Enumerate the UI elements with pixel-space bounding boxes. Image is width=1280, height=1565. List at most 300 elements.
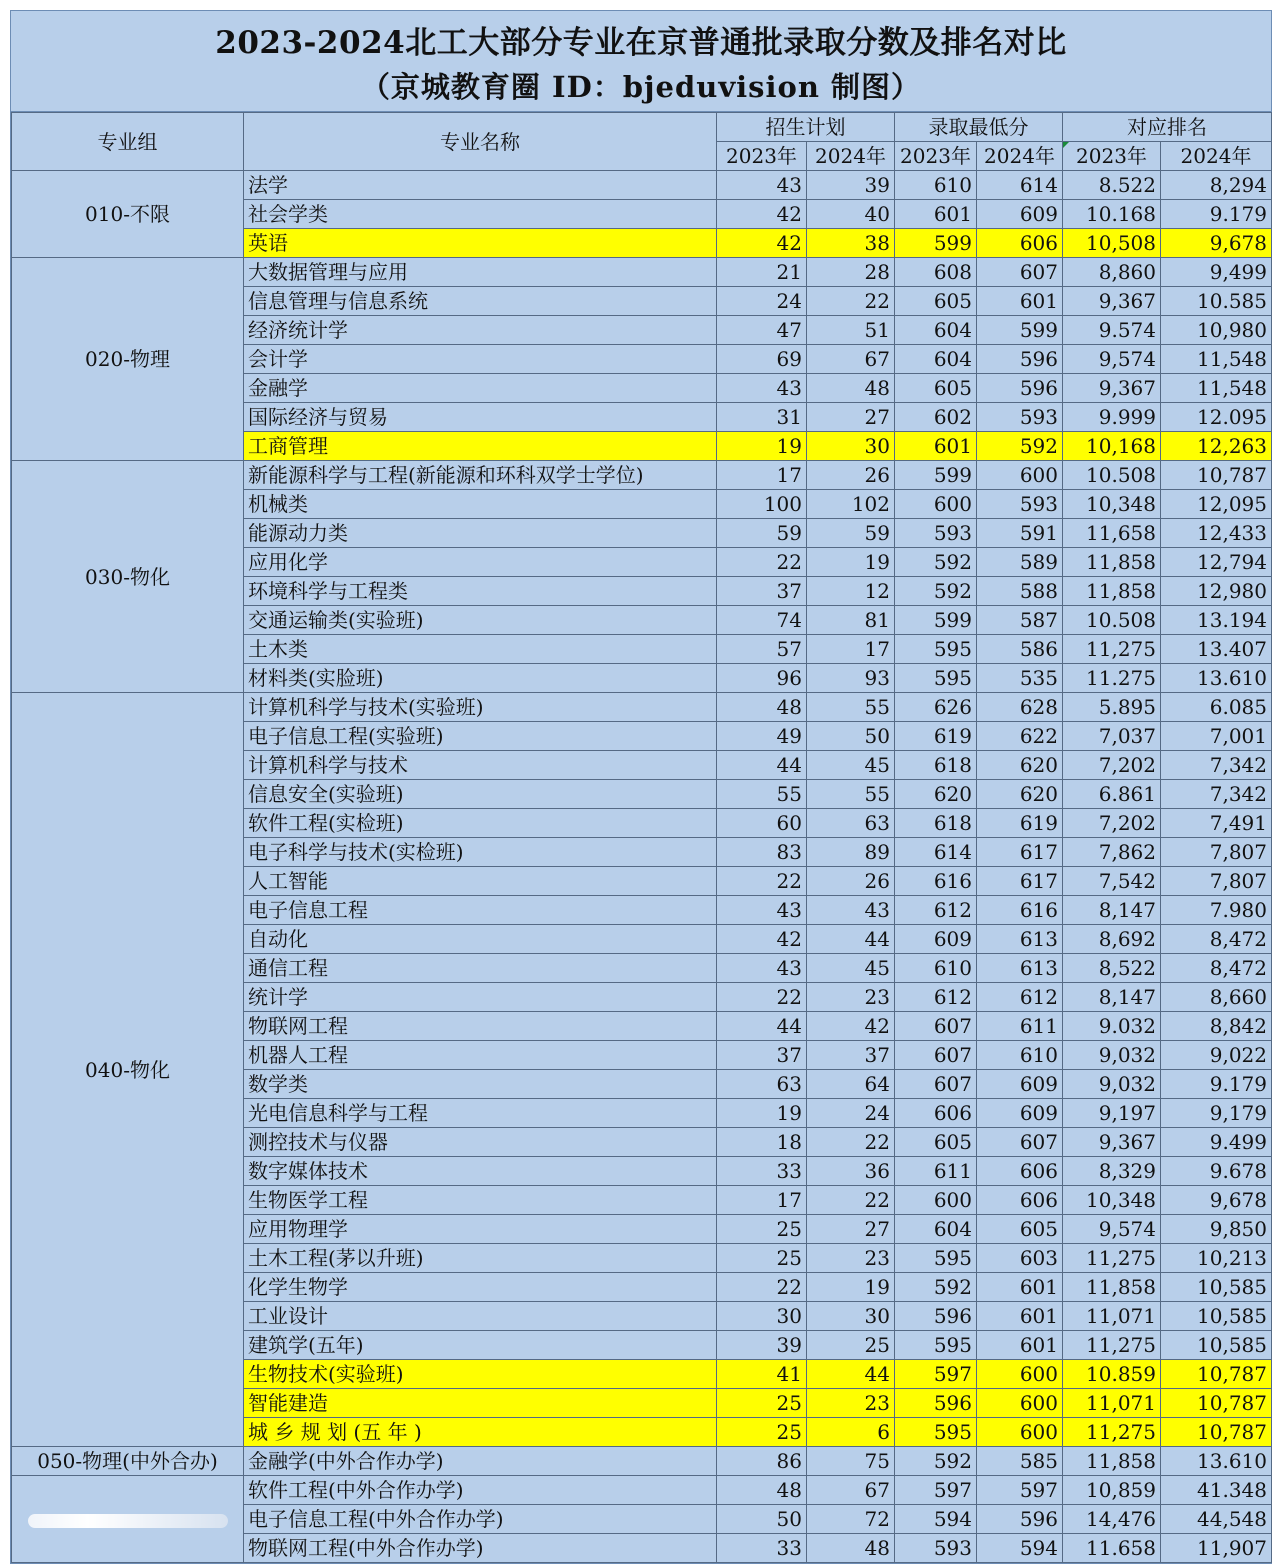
rank-2024-cell: 9.179 [1161, 200, 1272, 229]
rank-2023-cell: 11,858 [1063, 548, 1161, 577]
score-2024-cell: 601 [977, 287, 1063, 316]
header-rank-2023: 2023年 [1063, 142, 1161, 171]
rank-2024-cell: 10.585 [1161, 287, 1272, 316]
plan-2024-cell: 12 [807, 577, 895, 606]
rank-2024-cell: 9,499 [1161, 258, 1272, 287]
major-name-cell: 计算机科学与技术 [244, 751, 717, 780]
rank-2024-cell: 12,263 [1161, 432, 1272, 461]
major-name-cell: 金融学(中外合作办学) [244, 1447, 717, 1476]
rank-2024-cell: 11,548 [1161, 345, 1272, 374]
major-name-cell: 国际经济与贸易 [244, 403, 717, 432]
score-2024-cell: 620 [977, 751, 1063, 780]
rank-2023-cell: 7,542 [1063, 867, 1161, 896]
score-2023-cell: 607 [895, 1041, 977, 1070]
header-score-2023: 2023年 [895, 142, 977, 171]
plan-2023-cell: 47 [717, 316, 807, 345]
plan-2023-cell: 19 [717, 432, 807, 461]
score-2023-cell: 608 [895, 258, 977, 287]
rank-2023-cell: 11,658 [1063, 519, 1161, 548]
score-2024-cell: 617 [977, 867, 1063, 896]
major-name-cell: 社会学类 [244, 200, 717, 229]
rank-2023-cell: 11.275 [1063, 664, 1161, 693]
score-2023-cell: 596 [895, 1389, 977, 1418]
redacted-label [28, 1514, 228, 1528]
score-2024-cell: 628 [977, 693, 1063, 722]
major-name-cell: 大数据管理与应用 [244, 258, 717, 287]
plan-2023-cell: 59 [717, 519, 807, 548]
score-2024-cell: 593 [977, 403, 1063, 432]
rank-2023-cell: 8,147 [1063, 896, 1161, 925]
plan-2024-cell: 44 [807, 925, 895, 954]
rank-2024-cell: 10,213 [1161, 1244, 1272, 1273]
score-2023-cell: 600 [895, 490, 977, 519]
plan-2024-cell: 40 [807, 200, 895, 229]
rank-2023-cell: 8,329 [1063, 1157, 1161, 1186]
plan-2023-cell: 74 [717, 606, 807, 635]
plan-2023-cell: 37 [717, 1041, 807, 1070]
score-2023-cell: 593 [895, 519, 977, 548]
major-name-cell: 信息安全(实验班) [244, 780, 717, 809]
rank-2024-cell: 7,807 [1161, 867, 1272, 896]
rank-2024-cell: 10,787 [1161, 1418, 1272, 1447]
major-name-cell: 电子信息工程(中外合作办学) [244, 1505, 717, 1534]
rank-2024-cell: 6.085 [1161, 693, 1272, 722]
plan-2024-cell: 17 [807, 635, 895, 664]
score-2023-cell: 618 [895, 751, 977, 780]
plan-2023-cell: 42 [717, 925, 807, 954]
rank-2024-cell: 9,678 [1161, 229, 1272, 258]
score-2023-cell: 596 [895, 1302, 977, 1331]
rank-2024-cell: 12,794 [1161, 548, 1272, 577]
plan-2023-cell: 42 [717, 200, 807, 229]
score-2024-cell: 601 [977, 1331, 1063, 1360]
table-row [12, 171, 1272, 200]
rank-2023-cell: 9,032 [1063, 1041, 1161, 1070]
score-2024-cell: 600 [977, 1418, 1063, 1447]
score-2023-cell: 595 [895, 635, 977, 664]
score-2024-cell: 591 [977, 519, 1063, 548]
rank-2024-cell: 8,842 [1161, 1012, 1272, 1041]
admission-table [11, 112, 1272, 1563]
header-plan: 招生计划 [717, 113, 895, 142]
rank-2024-cell: 8,660 [1161, 983, 1272, 1012]
rank-2024-cell: 9.179 [1161, 1070, 1272, 1099]
major-name-cell: 自动化 [244, 925, 717, 954]
rank-2023-cell: 10.859 [1063, 1360, 1161, 1389]
major-name-cell: 会计学 [244, 345, 717, 374]
plan-2023-cell: 24 [717, 287, 807, 316]
plan-2024-cell: 24 [807, 1099, 895, 1128]
major-name-cell: 化学生物学 [244, 1273, 717, 1302]
score-2024-cell: 612 [977, 983, 1063, 1012]
plan-2024-cell: 39 [807, 171, 895, 200]
plan-2024-cell: 30 [807, 432, 895, 461]
rank-2024-cell: 13.194 [1161, 606, 1272, 635]
plan-2024-cell: 27 [807, 1215, 895, 1244]
plan-2023-cell: 30 [717, 1302, 807, 1331]
plan-2023-cell: 18 [717, 1128, 807, 1157]
major-name-cell: 电子信息工程(实验班) [244, 722, 717, 751]
rank-2024-cell: 7,807 [1161, 838, 1272, 867]
rank-2024-cell: 10,585 [1161, 1273, 1272, 1302]
plan-2024-cell: 22 [807, 1186, 895, 1215]
plan-2023-cell: 21 [717, 258, 807, 287]
score-2023-cell: 609 [895, 925, 977, 954]
plan-2023-cell: 22 [717, 867, 807, 896]
header-min-score: 录取最低分 [895, 113, 1063, 142]
major-name-cell: 机械类 [244, 490, 717, 519]
rank-2024-cell: 7.980 [1161, 896, 1272, 925]
major-name-cell: 通信工程 [244, 954, 717, 983]
score-2024-cell: 601 [977, 1273, 1063, 1302]
plan-2023-cell: 96 [717, 664, 807, 693]
plan-2023-cell: 60 [717, 809, 807, 838]
score-2024-cell: 596 [977, 374, 1063, 403]
major-name-cell: 数学类 [244, 1070, 717, 1099]
score-2024-cell: 607 [977, 258, 1063, 287]
score-2024-cell: 589 [977, 548, 1063, 577]
plan-2024-cell: 27 [807, 403, 895, 432]
plan-2024-cell: 19 [807, 1273, 895, 1302]
rank-2024-cell: 10,787 [1161, 1389, 1272, 1418]
major-name-cell: 软件工程(实检班) [244, 809, 717, 838]
rank-2024-cell: 13.407 [1161, 635, 1272, 664]
plan-2024-cell: 89 [807, 838, 895, 867]
rank-2023-cell: 8,522 [1063, 954, 1161, 983]
rank-2023-cell: 6.861 [1063, 780, 1161, 809]
plan-2024-cell: 75 [807, 1447, 895, 1476]
rank-2024-cell: 12,095 [1161, 490, 1272, 519]
plan-2024-cell: 44 [807, 1360, 895, 1389]
plan-2023-cell: 22 [717, 983, 807, 1012]
score-2023-cell: 592 [895, 548, 977, 577]
table-body [12, 171, 1272, 1563]
score-2023-cell: 607 [895, 1012, 977, 1041]
score-2023-cell: 612 [895, 896, 977, 925]
rank-2024-cell: 7,491 [1161, 809, 1272, 838]
score-2023-cell: 602 [895, 403, 977, 432]
rank-2024-cell: 9,678 [1161, 1186, 1272, 1215]
score-2024-cell: 586 [977, 635, 1063, 664]
major-name-cell: 经济统计学 [244, 316, 717, 345]
major-name-cell: 城 乡 规 划 (五 年 ) [244, 1418, 717, 1447]
plan-2023-cell: 86 [717, 1447, 807, 1476]
plan-2023-cell: 25 [717, 1244, 807, 1273]
score-2024-cell: 620 [977, 780, 1063, 809]
plan-2024-cell: 93 [807, 664, 895, 693]
plan-2023-cell: 50 [717, 1505, 807, 1534]
rank-2024-cell: 11,548 [1161, 374, 1272, 403]
rank-2024-cell: 7,342 [1161, 751, 1272, 780]
rank-2024-cell: 8,294 [1161, 171, 1272, 200]
rank-2023-cell: 9.574 [1063, 316, 1161, 345]
rank-2024-cell: 9,022 [1161, 1041, 1272, 1070]
score-2024-cell: 613 [977, 954, 1063, 983]
score-2023-cell: 606 [895, 1099, 977, 1128]
score-2023-cell: 605 [895, 287, 977, 316]
rank-2023-cell: 5.895 [1063, 693, 1161, 722]
major-name-cell: 土木类 [244, 635, 717, 664]
major-name-cell: 计算机科学与技术(实验班) [244, 693, 717, 722]
plan-2024-cell: 37 [807, 1041, 895, 1070]
score-2024-cell: 606 [977, 1186, 1063, 1215]
rank-2023-cell: 11,275 [1063, 1418, 1161, 1447]
rank-2024-cell: 9.499 [1161, 1128, 1272, 1157]
plan-2023-cell: 33 [717, 1157, 807, 1186]
header-plan-2023: 2023年 [717, 142, 807, 171]
score-2024-cell: 600 [977, 1389, 1063, 1418]
score-2023-cell: 611 [895, 1157, 977, 1186]
rank-2023-cell: 11,275 [1063, 1331, 1161, 1360]
group-cell: 010-不限 [12, 171, 244, 258]
rank-2023-cell: 10,168 [1063, 432, 1161, 461]
score-2023-cell: 599 [895, 229, 977, 258]
rank-2023-cell: 7,862 [1063, 838, 1161, 867]
score-2024-cell: 606 [977, 229, 1063, 258]
plan-2024-cell: 64 [807, 1070, 895, 1099]
score-2023-cell: 593 [895, 1534, 977, 1563]
header-group: 专业组 [12, 113, 244, 171]
score-2024-cell: 617 [977, 838, 1063, 867]
plan-2023-cell: 17 [717, 461, 807, 490]
score-2024-cell: 607 [977, 1128, 1063, 1157]
rank-2024-cell: 12,980 [1161, 577, 1272, 606]
rank-2023-cell: 11.658 [1063, 1534, 1161, 1563]
rank-2024-cell: 9,179 [1161, 1099, 1272, 1128]
plan-2023-cell: 100 [717, 490, 807, 519]
score-2023-cell: 618 [895, 809, 977, 838]
rank-2023-cell: 11,275 [1063, 1244, 1161, 1273]
plan-2024-cell: 23 [807, 1244, 895, 1273]
plan-2024-cell: 59 [807, 519, 895, 548]
major-name-cell: 测控技术与仪器 [244, 1128, 717, 1157]
score-2023-cell: 595 [895, 1418, 977, 1447]
major-name-cell: 数字媒体技术 [244, 1157, 717, 1186]
plan-2023-cell: 43 [717, 954, 807, 983]
score-2023-cell: 607 [895, 1070, 977, 1099]
rank-2023-cell: 11,071 [1063, 1302, 1161, 1331]
major-name-cell: 英语 [244, 229, 717, 258]
plan-2023-cell: 25 [717, 1418, 807, 1447]
score-2024-cell: 592 [977, 432, 1063, 461]
plan-2023-cell: 31 [717, 403, 807, 432]
rank-2023-cell: 9,574 [1063, 1215, 1161, 1244]
score-2024-cell: 606 [977, 1157, 1063, 1186]
plan-2024-cell: 6 [807, 1418, 895, 1447]
rank-2024-cell: 13.610 [1161, 664, 1272, 693]
rank-2024-cell: 11,907 [1161, 1534, 1272, 1563]
rank-2023-cell: 11,858 [1063, 577, 1161, 606]
rank-2024-cell: 8,472 [1161, 925, 1272, 954]
score-2023-cell: 597 [895, 1476, 977, 1505]
page-title: 2023-2024北工大部分专业在京普通批录取分数及排名对比 [215, 25, 1067, 61]
major-name-cell: 软件工程(中外合作办学) [244, 1476, 717, 1505]
rank-2024-cell: 13.610 [1161, 1447, 1272, 1476]
plan-2024-cell: 50 [807, 722, 895, 751]
major-name-cell: 物联网工程 [244, 1012, 717, 1041]
group-cell: 050-物理(中外合办) [12, 1447, 244, 1476]
plan-2024-cell: 23 [807, 983, 895, 1012]
score-2024-cell: 609 [977, 200, 1063, 229]
score-2023-cell: 601 [895, 200, 977, 229]
rank-2024-cell: 12.095 [1161, 403, 1272, 432]
score-2023-cell: 604 [895, 316, 977, 345]
spreadsheet [10, 10, 1272, 1564]
plan-2023-cell: 63 [717, 1070, 807, 1099]
plan-2023-cell: 17 [717, 1186, 807, 1215]
rank-2023-cell: 9.032 [1063, 1012, 1161, 1041]
table-row [12, 258, 1272, 287]
rank-2024-cell: 7,342 [1161, 780, 1272, 809]
score-2023-cell: 605 [895, 1128, 977, 1157]
score-2024-cell: 585 [977, 1447, 1063, 1476]
plan-2024-cell: 36 [807, 1157, 895, 1186]
plan-2024-cell: 42 [807, 1012, 895, 1041]
plan-2023-cell: 49 [717, 722, 807, 751]
rank-2023-cell: 9,367 [1063, 374, 1161, 403]
table-row [12, 693, 1272, 722]
score-2023-cell: 599 [895, 461, 977, 490]
plan-2023-cell: 37 [717, 577, 807, 606]
rank-2023-cell: 11,858 [1063, 1273, 1161, 1302]
score-2024-cell: 593 [977, 490, 1063, 519]
score-2023-cell: 604 [895, 1215, 977, 1244]
plan-2023-cell: 69 [717, 345, 807, 374]
score-2023-cell: 616 [895, 867, 977, 896]
score-2024-cell: 600 [977, 461, 1063, 490]
header-major: 专业名称 [244, 113, 717, 171]
score-2024-cell: 610 [977, 1041, 1063, 1070]
rank-2023-cell: 9,574 [1063, 345, 1161, 374]
plan-2024-cell: 22 [807, 1128, 895, 1157]
score-2023-cell: 610 [895, 954, 977, 983]
table-row [12, 1447, 1272, 1476]
rank-2023-cell: 9,367 [1063, 287, 1161, 316]
score-2024-cell: 601 [977, 1302, 1063, 1331]
plan-2024-cell: 51 [807, 316, 895, 345]
major-name-cell: 物联网工程(中外合作办学) [244, 1534, 717, 1563]
score-2023-cell: 599 [895, 606, 977, 635]
score-2024-cell: 622 [977, 722, 1063, 751]
rank-2023-cell: 9,367 [1063, 1128, 1161, 1157]
header-score-2024: 2024年 [977, 142, 1063, 171]
plan-2023-cell: 19 [717, 1099, 807, 1128]
plan-2023-cell: 22 [717, 1273, 807, 1302]
score-2023-cell: 592 [895, 1447, 977, 1476]
major-name-cell: 土木工程(茅以升班) [244, 1244, 717, 1273]
table-row [12, 1476, 1272, 1505]
rank-2023-cell: 10,508 [1063, 229, 1161, 258]
major-name-cell: 能源动力类 [244, 519, 717, 548]
rank-2024-cell: 10,787 [1161, 461, 1272, 490]
major-name-cell: 法学 [244, 171, 717, 200]
rank-2024-cell: 10,585 [1161, 1331, 1272, 1360]
group-cell: 030-物化 [12, 461, 244, 693]
header-rank: 对应排名 [1063, 113, 1272, 142]
plan-2024-cell: 48 [807, 1534, 895, 1563]
rank-2023-cell: 8.522 [1063, 171, 1161, 200]
score-2024-cell: 535 [977, 664, 1063, 693]
score-2024-cell: 587 [977, 606, 1063, 635]
rank-2024-cell: 41.348 [1161, 1476, 1272, 1505]
plan-2023-cell: 42 [717, 229, 807, 258]
rank-2023-cell: 10.508 [1063, 606, 1161, 635]
rank-2023-cell: 14,476 [1063, 1505, 1161, 1534]
plan-2024-cell: 102 [807, 490, 895, 519]
plan-2024-cell: 67 [807, 345, 895, 374]
rank-2023-cell: 10.508 [1063, 461, 1161, 490]
rank-2023-cell: 10.168 [1063, 200, 1161, 229]
plan-2024-cell: 22 [807, 287, 895, 316]
rank-2024-cell: 8,472 [1161, 954, 1272, 983]
rank-2023-cell: 7,202 [1063, 751, 1161, 780]
score-2023-cell: 620 [895, 780, 977, 809]
major-name-cell: 电子科学与技术(实检班) [244, 838, 717, 867]
rank-2023-cell: 10,348 [1063, 1186, 1161, 1215]
score-2023-cell: 601 [895, 432, 977, 461]
plan-2023-cell: 57 [717, 635, 807, 664]
score-2024-cell: 611 [977, 1012, 1063, 1041]
plan-2024-cell: 55 [807, 693, 895, 722]
score-2023-cell: 595 [895, 664, 977, 693]
rank-2023-cell: 10,348 [1063, 490, 1161, 519]
rank-2023-cell: 9,197 [1063, 1099, 1161, 1128]
major-name-cell: 人工智能 [244, 867, 717, 896]
plan-2023-cell: 44 [717, 1012, 807, 1041]
plan-2023-cell: 39 [717, 1331, 807, 1360]
major-name-cell: 生物医学工程 [244, 1186, 717, 1215]
rank-2024-cell: 9.678 [1161, 1157, 1272, 1186]
plan-2024-cell: 48 [807, 374, 895, 403]
plan-2024-cell: 25 [807, 1331, 895, 1360]
major-name-cell: 机器人工程 [244, 1041, 717, 1070]
rank-2024-cell: 12,433 [1161, 519, 1272, 548]
rank-2024-cell: 10,787 [1161, 1360, 1272, 1389]
group-cell: 040-物化 [12, 693, 244, 1447]
score-2024-cell: 588 [977, 577, 1063, 606]
header-rank-2024: 2024年 [1161, 142, 1272, 171]
plan-2023-cell: 25 [717, 1389, 807, 1418]
score-2023-cell: 592 [895, 577, 977, 606]
score-2023-cell: 626 [895, 693, 977, 722]
rank-2023-cell: 10,859 [1063, 1476, 1161, 1505]
rank-2023-cell: 11,071 [1063, 1389, 1161, 1418]
score-2023-cell: 595 [895, 1244, 977, 1273]
rank-2023-cell: 7,202 [1063, 809, 1161, 838]
score-2023-cell: 612 [895, 983, 977, 1012]
plan-2024-cell: 45 [807, 954, 895, 983]
plan-2023-cell: 55 [717, 780, 807, 809]
plan-2023-cell: 41 [717, 1360, 807, 1389]
major-name-cell: 统计学 [244, 983, 717, 1012]
score-2023-cell: 614 [895, 838, 977, 867]
plan-2023-cell: 22 [717, 548, 807, 577]
score-2023-cell: 610 [895, 171, 977, 200]
plan-2024-cell: 38 [807, 229, 895, 258]
score-2024-cell: 600 [977, 1360, 1063, 1389]
score-2024-cell: 605 [977, 1215, 1063, 1244]
plan-2024-cell: 26 [807, 461, 895, 490]
score-2023-cell: 605 [895, 374, 977, 403]
major-name-cell: 建筑学(五年) [244, 1331, 717, 1360]
rank-2024-cell: 10,980 [1161, 316, 1272, 345]
plan-2023-cell: 43 [717, 171, 807, 200]
rank-2023-cell: 11,275 [1063, 635, 1161, 664]
major-name-cell: 材料类(实脸班) [244, 664, 717, 693]
score-2024-cell: 613 [977, 925, 1063, 954]
plan-2024-cell: 81 [807, 606, 895, 635]
major-name-cell: 新能源科学与工程(新能源和环科双学士学位) [244, 461, 717, 490]
